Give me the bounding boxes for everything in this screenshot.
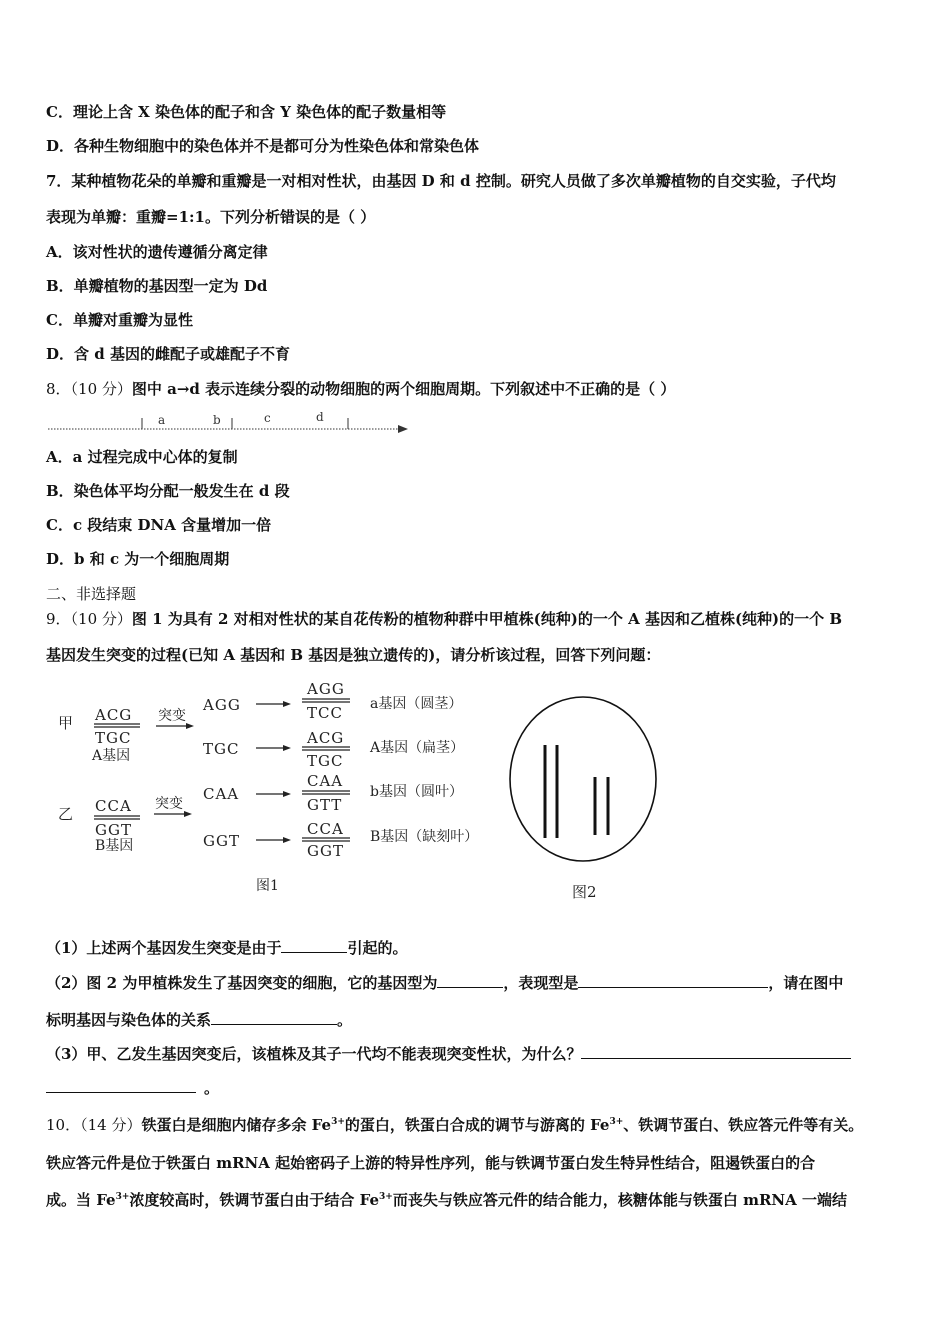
answer-blank-reason-2[interactable]: [46, 1078, 196, 1093]
q9-sub2-text-d: 标明基因与染色体的关系: [46, 1011, 212, 1029]
q8-option-d: D．b 和 c 为一个细胞周期: [46, 550, 230, 568]
q9-stem-text: 图 1 为具有 2 对相对性状的某自花传粉的植物种群中甲植株(纯种)的一个 A 基因和乙植株(纯种)的一个 B: [131, 610, 843, 628]
row2-gene-label: A基因（扁茎）: [370, 740, 465, 756]
yi-label: 乙: [58, 805, 74, 823]
row3-mid-strand: CAA: [203, 785, 240, 803]
q8-option-b: B．染色体平均分配一般发生在 d 段: [46, 482, 290, 500]
axis-label-c: c: [264, 411, 271, 425]
q9-sub2-text: （2）图 2 为甲植株发生了基因突变的细胞，它的基因型为: [46, 974, 438, 992]
q7-option-b: B．单瓣植物的基因型一定为 Dd: [46, 277, 268, 295]
q9-sub2-line1: [46, 973, 843, 993]
q10-line3: [46, 1190, 847, 1210]
answer-blank-1[interactable]: [281, 938, 347, 953]
q9-sub3-line1: [46, 1044, 851, 1064]
q8-stem: [46, 379, 675, 399]
q9-sub2-text-e: 。: [337, 1011, 353, 1029]
q10-line2: 铁应答元件是位于铁蛋白 mRNA 起始密码子上游的特异性序列，能与铁调节蛋白发生特异性结合，阻遏铁蛋白的合: [46, 1154, 816, 1172]
q6-option-c: C．理论上含 X 染色体的配子和含 Y 染色体的配子数量相等: [46, 103, 447, 121]
mutation-label-jia: 突变: [158, 708, 186, 724]
q7-option-c: C．单瓣对重瓣为显性: [46, 311, 193, 329]
superscript-3plus: 3+: [609, 1117, 624, 1127]
row4-gene-label: B基因（缺刻叶）: [370, 829, 479, 845]
row1-mid-strand: AGG: [203, 696, 241, 714]
row3-gene-label: b基因（圆叶）: [370, 784, 463, 800]
superscript-3plus: 3+: [115, 1192, 130, 1202]
q9-number: 9．（10 分）: [46, 610, 132, 628]
answer-blank-relation[interactable]: [211, 1010, 337, 1025]
mutation-label-yi: 突变: [155, 796, 183, 812]
jia-label: 甲: [58, 714, 74, 732]
q10-text-1c: 、铁调节蛋白、铁应答元件等有关。: [623, 1116, 864, 1134]
q9-sub1-text: （1）上述两个基因发生突变是由于: [46, 939, 282, 957]
figure-2-cell-diagram: [505, 690, 665, 908]
q9-sub2-text-b: ，表现型是: [503, 974, 579, 992]
row2-top-strand: ACG: [307, 729, 345, 747]
q10-text-1a: 铁蛋白是细胞内储存多余 Fe: [141, 1116, 332, 1134]
q9-stem-line2: 基因发生突变的过程(已知 A 基因和 B 基因是独立遗传的)，请分析该过程，回答下列问题：: [46, 646, 661, 664]
q10-text-3a: 成。当 Fe: [46, 1191, 116, 1209]
q9-sub1-text-end: 引起的。: [347, 939, 408, 957]
row1-top-strand: AGG: [307, 680, 345, 698]
q7-option-a: A．该对性状的遗传遵循分离定律: [46, 243, 268, 261]
q7-stem-line1: 7．某种植物花朵的单瓣和重瓣是一对相对性状，由基因 D 和 d 控制。研究人员做了多次单瓣植物的自交实验，子代均: [46, 172, 836, 190]
a-gene-label: A基因: [92, 748, 131, 764]
answer-blank-reason-1[interactable]: [581, 1044, 851, 1059]
q7-option-d: D．含 d 基因的雌配子或雄配子不育: [46, 345, 290, 363]
q6-option-d: D．各种生物细胞中的染色体并不是都可分为性染色体和常染色体: [46, 137, 480, 155]
superscript-3plus: 3+: [331, 1117, 345, 1127]
axis-label-a: a: [158, 413, 166, 427]
row3-bottom-strand: GTT: [307, 796, 343, 814]
axis-label-d: d: [316, 410, 324, 424]
q8-cell-cycle-axis: [46, 404, 416, 438]
a-gene-top-strand: ACG: [95, 706, 133, 724]
q10-text-3c: 而丧失与铁应答元件的结合能力，核糖体能与铁蛋白 mRNA 一端结: [392, 1191, 847, 1209]
row1-gene-label: a基因（圆茎）: [370, 696, 463, 712]
q9-sub3-text-end: 。: [204, 1079, 220, 1097]
a-gene-bottom-strand: TGC: [95, 729, 132, 747]
row2-mid-strand: TGC: [203, 740, 240, 758]
q8-option-c: C．c 段结束 DNA 含量增加一倍: [46, 516, 272, 534]
b-gene-label: B基因: [95, 838, 134, 854]
section-heading: 二、非选择题: [46, 585, 137, 603]
answer-blank-phenotype[interactable]: [578, 973, 768, 988]
q8-number: 8．（10 分）: [46, 380, 132, 398]
q9-sub1: [46, 938, 407, 958]
row3-top-strand: CAA: [307, 772, 344, 790]
q8-option-a: A．a 过程完成中心体的复制: [46, 448, 238, 466]
row2-bottom-strand: TGC: [307, 752, 344, 770]
row1-bottom-strand: TCC: [307, 704, 343, 722]
q10-text-3b: 浓度较高时，铁调节蛋白由于结合 Fe: [129, 1191, 380, 1209]
row4-bottom-strand: GGT: [307, 842, 344, 860]
answer-blank-genotype[interactable]: [437, 973, 503, 988]
row4-top-strand: CCA: [307, 820, 344, 838]
q10-number: 10．（14 分）: [46, 1116, 142, 1134]
q9-sub3-line2: [46, 1078, 219, 1098]
q9-sub3-text: （3）甲、乙发生基因突变后，该植株及其子一代均不能表现突变性状，为什么？: [46, 1045, 582, 1063]
superscript-3plus: 3+: [379, 1192, 393, 1202]
q9-sub2-line2: [46, 1010, 352, 1030]
row4-mid-strand: GGT: [203, 832, 240, 850]
q7-stem-line2: 表现为单瓣：重瓣=1:1。下列分析错误的是（ ）: [46, 208, 376, 226]
figure-1-mutation-diagram: [50, 676, 500, 901]
q9-stem-line1: [46, 609, 842, 629]
axis-label-b: b: [213, 413, 221, 427]
b-gene-top-strand: CCA: [95, 797, 132, 815]
b-gene-bottom-strand: GGT: [95, 821, 132, 839]
q10-text-1b: 的蛋白，铁蛋白合成的调节与游离的 Fe: [344, 1116, 610, 1134]
q8-stem-text: 图中 a→d 表示连续分裂的动物细胞的两个细胞周期。下列叙述中不正确的是（ ）: [131, 380, 676, 398]
q9-sub2-text-c: ，请在图中: [768, 974, 844, 992]
figure-1-caption: 图1: [256, 878, 279, 894]
figure-2-caption: 图2: [572, 883, 597, 901]
q10-line1: [46, 1115, 863, 1135]
